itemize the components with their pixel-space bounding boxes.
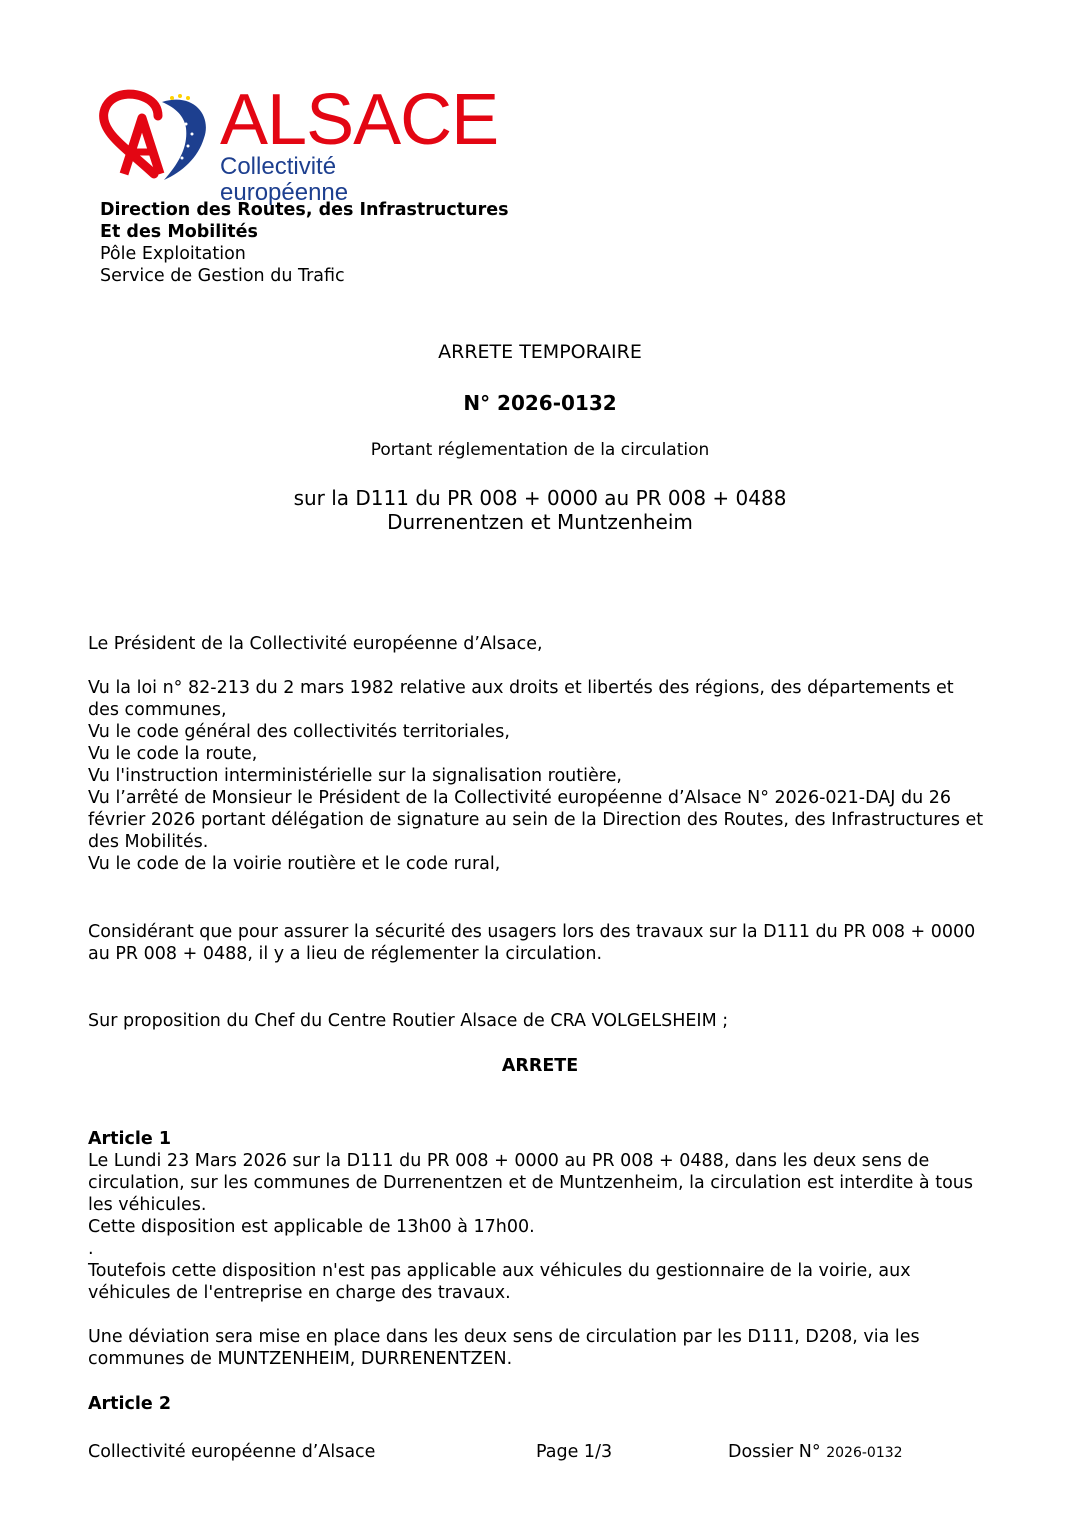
footer-dossier-number: 2026-0132 <box>826 1445 903 1461</box>
page-footer <box>0 1442 1080 1466</box>
decree-type: ARRETE TEMPORAIRE <box>438 341 642 363</box>
footer-dossier-label: Dossier N° <box>728 1442 821 1462</box>
department-line-1: Direction des Routes, des Infrastructures <box>100 200 509 220</box>
arrete-heading: ARRETE <box>501 1056 579 1076</box>
proposition-paragraph: Sur proposition du Chef du Centre Routier Alsace de CRA VOLGELSHEIM ; <box>88 1011 729 1031</box>
vu-item: Vu la loi n° 82-213 du 2 mars 1982 relative aux droits et libertés des régions, des départements et des communes, <box>88 678 954 720</box>
department-line-2: Et des Mobilités <box>100 222 258 242</box>
footer-org: Collectivité européenne d’Alsace <box>88 1442 376 1462</box>
decree-number: N° 2026-0132 <box>463 391 617 415</box>
article-2-title: Article 2 <box>88 1394 172 1414</box>
decree-communes: Durrenentzen et Muntzenheim <box>387 510 693 534</box>
vu-item: Vu le code de la voirie routière et le code rural, <box>88 854 501 874</box>
article-1-title: Article 1 <box>88 1129 172 1149</box>
vu-item: Vu l’arrêté de Monsieur le Président de la Collectivité européenne d’Alsace N° 2026-021-DAJ du 26 février 2026 portant délégation de signature au sein de la Direction des Routes, des Infrastructures et des Mobilités. <box>88 788 984 852</box>
president-line: Le Président de la Collectivité européenne d’Alsace, <box>88 634 543 654</box>
article-1-paragraph: . <box>88 1239 94 1259</box>
footer-page: Page 1/3 <box>536 1442 613 1462</box>
vu-list <box>88 677 988 875</box>
article-1-paragraph: Toutefois cette disposition n'est pas applicable aux véhicules du gestionnaire de la voirie, aux véhicules de l'entreprise en charge des travaux. <box>88 1261 911 1303</box>
decree-subject: Portant réglementation de la circulation <box>370 440 710 460</box>
alsace-emblem-icon <box>96 88 216 184</box>
footer-dossier <box>728 1442 903 1462</box>
department-block <box>100 199 509 287</box>
department-line-4: Service de Gestion du Trafic <box>100 266 345 286</box>
considerant-paragraph: Considérant que pour assurer la sécurité des usagers lors des travaux sur la D111 du PR 008 + 0000 au PR 008 + 0488, il y a lieu de réglementer la circulation. <box>88 922 976 964</box>
decree-location <box>0 486 1080 534</box>
alsace-logo <box>96 80 499 206</box>
department-line-3: Pôle Exploitation <box>100 244 246 264</box>
article-1-paragraph: Cette disposition est applicable de 13h00 à 17h00. <box>88 1217 535 1237</box>
article-1 <box>88 1128 988 1370</box>
logo-tagline: Collectivité européenne <box>220 153 349 206</box>
article-1-paragraph: Le Lundi 23 Mars 2026 sur la D111 du PR 008 + 0000 au PR 008 + 0488, dans les deux sens de circulation, sur les communes de Durrenentzen et de Muntzenheim, la circulation est interdite à tous les véhicules. <box>88 1151 973 1215</box>
article-1-paragraph: Une déviation sera mise en place dans les deux sens de circulation par les D111, D208, via les communes de MUNTZENHEIM, DURRENENTZEN. <box>88 1327 920 1369</box>
vu-item: Vu le code la route, <box>88 744 258 764</box>
vu-item: Vu le code général des collectivités territoriales, <box>88 722 510 742</box>
decree-road: sur la D111 du PR 008 + 0000 au PR 008 + 0488 <box>293 486 787 510</box>
vu-item: Vu l'instruction interministérielle sur la signalisation routière, <box>88 766 622 786</box>
logo-wordmark: ALSACE <box>220 80 499 160</box>
